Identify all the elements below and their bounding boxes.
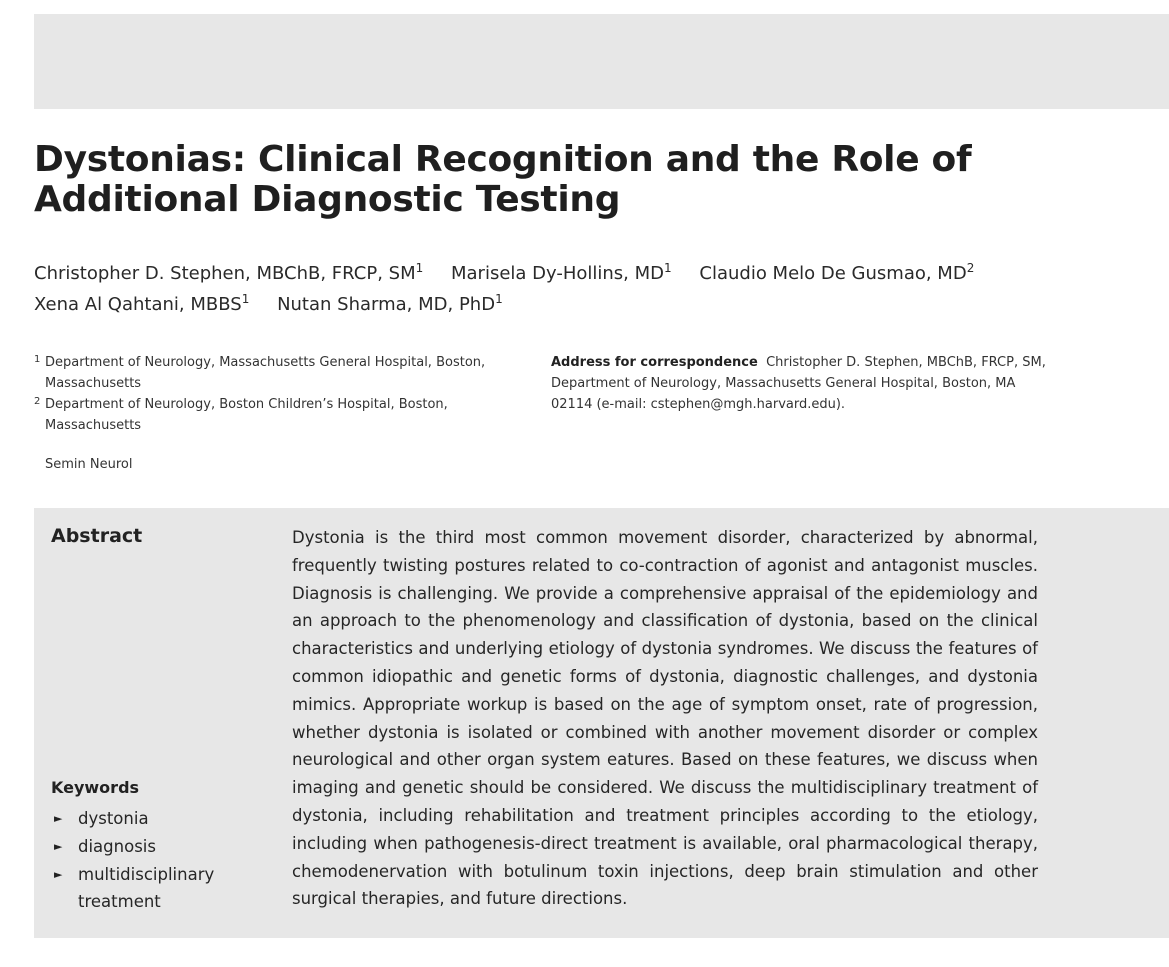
- affiliation: [34, 352, 534, 394]
- author-name: Nutan Sharma, MD, PhD: [277, 294, 496, 315]
- author-name: Marisela Dy-Hollins, MD: [450, 263, 665, 284]
- keyword-text: diagnosis: [78, 836, 156, 856]
- keywords-heading: Keywords: [51, 778, 140, 797]
- affiliation-text: Department of Neurology, Boston Children’s Hospital, Boston, Massachusetts: [45, 397, 448, 433]
- keyword-item: [52, 833, 272, 861]
- author: [277, 294, 503, 315]
- author-list: [34, 258, 1154, 320]
- header-band: [34, 14, 1169, 109]
- author: [34, 263, 423, 284]
- keyword-text: dystonia: [78, 809, 149, 828]
- article-title: [34, 140, 1134, 220]
- author-name: Claudio Melo De Gusmao, MD: [699, 263, 967, 284]
- affiliation-number: 1: [34, 354, 41, 365]
- keyword-item: [52, 861, 272, 917]
- keywords-list: [52, 805, 272, 916]
- bullet-arrow-icon: ►: [54, 867, 63, 881]
- abstract-text: Dystonia is the third most common movement disorder, characterized by abnormal, frequently twisting postures related to co-contraction of agonist and antagonist muscles. Diagnosis is challenging. We provide a comprehensive appraisal of the epidemiology and an approach to the phenomenology and classification of dystonia, based on the clinical characteristics and underlying etiology of dystonia syndromes. We discuss the features of common idiopathic and genetic forms of dystonia, diagnostic challenges, and dystonia mimics. Appropriate workup is based on the age of symptom onset, rate of progression, whether dystonia is isolated or combined with another movement disorder or complex neurological and other organ system eatures. Based on these features, we discuss when imaging and genetic should be considered. We discuss the multidisciplinary treatment of dystonia, including rehabilitation and treatment principles according to the etiology, including when pathogenesis-direct treatment is available, oral pharmacological therapy, chemodenervation with botulinum toxin injections, deep brain stimulation and other surgical therapies, and future directions.: [292, 528, 1038, 909]
- abstract-heading: Abstract: [51, 525, 143, 547]
- affiliation: [34, 394, 534, 436]
- author-affiliation-mark: 1: [415, 261, 424, 275]
- affiliations: [34, 352, 534, 436]
- affiliation-number: 2: [34, 396, 41, 407]
- author-affiliation-mark: 2: [966, 261, 975, 275]
- author-name: Christopher D. Stephen, MBChB, FRCP, SM: [34, 263, 416, 284]
- author: [34, 294, 249, 315]
- journal-name: Semin Neurol: [45, 457, 133, 472]
- correspondence-text: Christopher D. Stephen, MBChB, FRCP, SM, Department of Neurology, Massachusetts General Hospital, Boston, MA 02114 (e-mail: cstephen@mgh.harvard.edu).: [551, 355, 1046, 412]
- author-affiliation-mark: 1: [241, 292, 250, 306]
- affiliation-text: Department of Neurology, Massachusetts General Hospital, Boston, Massachusetts: [45, 355, 486, 391]
- author: [699, 263, 974, 284]
- correspondence-label: Address for correspondence: [551, 355, 758, 370]
- bullet-arrow-icon: ►: [54, 812, 63, 825]
- keyword-item: [52, 805, 272, 833]
- title-line: Dystonias: Clinical Recognition and the Role of: [34, 139, 972, 180]
- keyword-text: multidisciplinary treatment: [78, 864, 215, 912]
- author-name: Xena Al Qahtani, MBBS: [34, 294, 242, 315]
- correspondence: [551, 352, 1051, 415]
- bullet-arrow-icon: ►: [54, 839, 63, 853]
- author-affiliation-mark: 1: [664, 261, 672, 275]
- title-line: Additional Diagnostic Testing: [34, 179, 621, 220]
- author: [451, 263, 672, 284]
- author-affiliation-mark: 1: [495, 292, 503, 306]
